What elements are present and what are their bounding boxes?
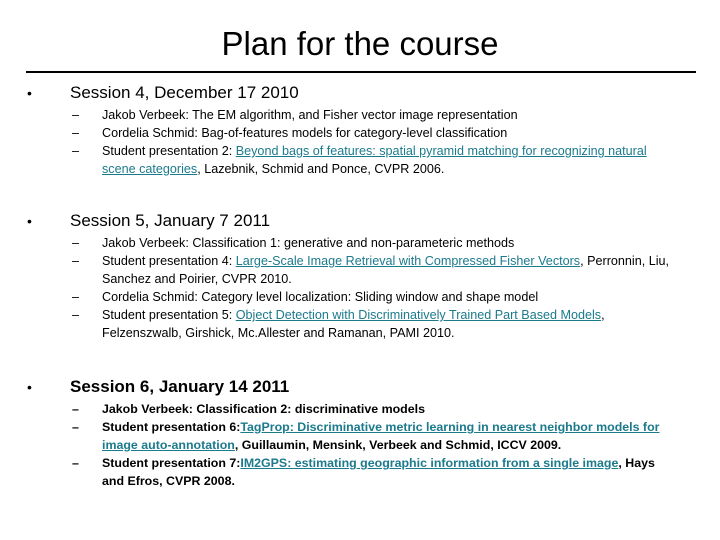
item-citation: , Hays and Efros, CVPR 2008. bbox=[102, 456, 655, 488]
item-text: Jakob Verbeek: The EM algorithm, and Fisher vector image representation bbox=[102, 108, 518, 122]
paper-link[interactable]: TagProp: Discriminative metric learning in nearest neighbor models for image auto-annotation bbox=[102, 420, 660, 452]
list-item bbox=[0, 454, 720, 490]
item-citation: , Perronnin, Liu, Sanchez and Poirier, CVPR 2010. bbox=[102, 254, 670, 286]
session-item-list bbox=[0, 106, 720, 178]
item-text: Cordelia Schmid: Bag-of-features models for category-level classification bbox=[102, 126, 508, 140]
bullet-icon: • bbox=[27, 85, 32, 101]
list-item bbox=[0, 142, 720, 178]
session-heading: Session 4, December 17 2010 bbox=[70, 83, 299, 102]
list-item bbox=[0, 288, 720, 306]
item-citation: , Guillaumin, Mensink, Verbeek and Schmid, ICCV 2009. bbox=[234, 438, 562, 452]
bullet-icon: • bbox=[27, 213, 32, 229]
paper-link[interactable]: Beyond bags of features: spatial pyramid matching for recognizing natural scene categories bbox=[102, 144, 647, 176]
paper-link[interactable]: Large-Scale Image Retrieval with Compressed Fisher Vectors bbox=[235, 254, 581, 268]
list-item bbox=[0, 306, 720, 342]
title-divider bbox=[26, 71, 696, 73]
item-citation: , Felzenszwalb, Girshick, Mc.Allester and Ramanan, PAMI 2010. bbox=[102, 308, 605, 340]
item-text: Student presentation 2: bbox=[102, 144, 236, 158]
paper-link[interactable]: IM2GPS: estimating geographic information from a single image bbox=[240, 456, 619, 470]
list-item bbox=[0, 106, 720, 124]
dash-icon: – bbox=[72, 108, 80, 122]
list-item bbox=[0, 400, 720, 418]
dash-icon: – bbox=[72, 456, 79, 470]
item-text: Cordelia Schmid: Category level localization: Sliding window and shape model bbox=[102, 290, 539, 304]
item-text: Student presentation 7: bbox=[102, 456, 241, 470]
dash-icon: – bbox=[72, 402, 79, 416]
dash-icon: – bbox=[72, 236, 80, 250]
dash-icon: – bbox=[72, 254, 80, 268]
bullet-icon: • bbox=[27, 379, 32, 395]
item-text: Student presentation 5: bbox=[102, 308, 236, 322]
list-item bbox=[0, 234, 720, 252]
dash-icon: – bbox=[72, 420, 79, 434]
session-item-list bbox=[0, 400, 720, 490]
slide-title: Plan for the course bbox=[221, 25, 499, 62]
item-text: Student presentation 4: bbox=[102, 254, 236, 268]
item-text: Jakob Verbeek: Classification 2: discriminative models bbox=[102, 402, 425, 416]
item-citation: , Lazebnik, Schmid and Ponce, CVPR 2006. bbox=[197, 162, 445, 176]
dash-icon: – bbox=[72, 144, 80, 158]
item-text: Student presentation 6: bbox=[102, 420, 241, 434]
list-item bbox=[0, 418, 720, 454]
paper-link[interactable]: Object Detection with Discriminatively Trained Part Based Models bbox=[235, 308, 602, 322]
session-heading: Session 6, January 14 2011 bbox=[70, 377, 290, 396]
dash-icon: – bbox=[72, 308, 80, 322]
session-heading: Session 5, January 7 2011 bbox=[70, 211, 271, 230]
item-text: Jakob Verbeek: Classification 1: generative and non-parameteric methods bbox=[102, 236, 515, 250]
dash-icon: – bbox=[72, 290, 80, 304]
list-item bbox=[0, 252, 720, 288]
session-item-list bbox=[0, 234, 720, 342]
dash-icon: – bbox=[72, 126, 80, 140]
list-item bbox=[0, 124, 720, 142]
